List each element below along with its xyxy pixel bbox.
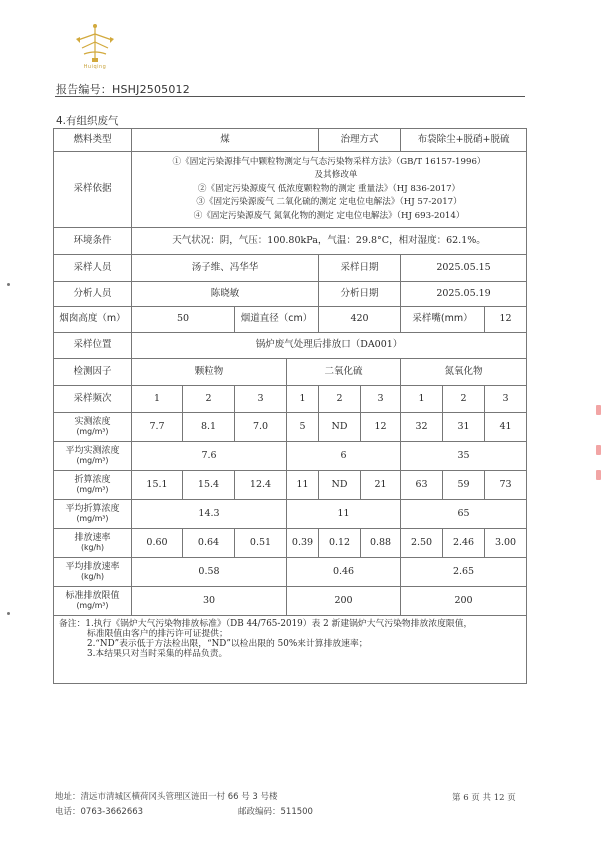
treatment-value: 布袋除尘+脱硝+脱硫 [401, 129, 527, 152]
avg-measured-cell: 7.6 [132, 442, 287, 471]
measured-cell: 41 [485, 413, 527, 442]
limit-label [54, 587, 132, 616]
fuel-type-value: 煤 [132, 129, 319, 152]
frequency-cell: 1 [401, 386, 443, 413]
stack-height-label: 烟囱高度（m） [54, 307, 132, 333]
rate-cell: 2.46 [443, 529, 485, 558]
report-number [56, 81, 190, 97]
basis-item: ④《固定污染源废气 氮氧化物的测定 定电位电解法》（HJ 693-2014） [193, 210, 465, 221]
basis-item: ①《固定污染源排气中颗粒物测定与气态污染物采样方法》（GB/T 16157-1996） [172, 156, 486, 167]
fuel-type-label: 燃料类型 [54, 129, 132, 152]
report-number-label: 报告编号： [56, 83, 112, 96]
section-title: 4.有组织废气 [56, 115, 119, 127]
measured-cell: 31 [443, 413, 485, 442]
avg-rate-label [54, 558, 132, 587]
avg-measured-label-text: 平均实测浓度 [65, 445, 120, 456]
basis-label: 采样依据 [54, 152, 132, 228]
sample-date-label: 采样日期 [319, 255, 401, 282]
converted-cell: 21 [361, 471, 401, 500]
header-rule [55, 96, 525, 97]
converted-cell: 73 [485, 471, 527, 500]
environment-label: 环境条件 [54, 228, 132, 255]
basis-item: ③《固定污染源废气 二氧化硫的测定 定电位电解法》（HJ 57-2017） [196, 197, 462, 208]
note-line: 备注：1.执行《锅炉大气污染物排放标准》（DB 44/765-2019）表 2 新建锅炉大气污染物排放浓度限值， [59, 619, 473, 629]
flue-diameter-value: 420 [319, 307, 401, 333]
frequency-cell: 2 [319, 386, 361, 413]
rate-cell: 0.39 [287, 529, 319, 558]
basis-list [132, 152, 527, 228]
environment-value: 天气状况：阴，气压：100.80kPa，气温：29.8°C，相对湿度：62.1%。 [132, 228, 527, 255]
avg-converted-label [54, 500, 132, 529]
flue-diameter-label: 烟道直径（cm） [235, 307, 319, 333]
logo-caption: Huiqing [83, 64, 107, 70]
avg-measured-cell: 35 [401, 442, 527, 471]
converted-label-text: 折算浓度 [74, 474, 111, 485]
measured-label-text: 实测浓度 [74, 416, 111, 427]
converted-cell: 15.1 [132, 471, 183, 500]
frequency-cell: 3 [485, 386, 527, 413]
converted-cell: 63 [401, 471, 443, 500]
nozzle-label: 采样嘴(mm） [401, 307, 485, 333]
sampler-value: 汤子维、冯华华 [132, 255, 319, 282]
notes [54, 616, 527, 684]
nozzle-value: 12 [485, 307, 527, 333]
report-number-value: HSHJ2505012 [112, 83, 190, 96]
frequency-cell: 1 [287, 386, 319, 413]
waste-gas-table [53, 128, 527, 684]
frequency-cell: 2 [443, 386, 485, 413]
avg-converted-label-text: 平均折算浓度 [65, 503, 120, 514]
measured-cell: 8.1 [183, 413, 235, 442]
avg-rate-cell: 0.58 [132, 558, 287, 587]
converted-cell: 11 [287, 471, 319, 500]
basis-item: 及其修改单 [314, 170, 358, 181]
measured-unit: (mg/m³) [76, 427, 109, 436]
avg-measured-cell: 6 [287, 442, 401, 471]
converted-unit: (mg/m³) [76, 485, 109, 494]
rate-cell: 0.64 [183, 529, 235, 558]
frequency-cell: 3 [361, 386, 401, 413]
limit-cell: 30 [132, 587, 287, 616]
measured-cell: 32 [401, 413, 443, 442]
company-logo [70, 20, 120, 70]
analysis-date-value: 2025.05.19 [401, 282, 527, 307]
location-value: 锅炉废气处理后排放口（DA001） [132, 333, 527, 359]
frequency-cell: 2 [183, 386, 235, 413]
location-label: 采样位置 [54, 333, 132, 359]
rate-cell: 0.88 [361, 529, 401, 558]
avg-rate-label-text: 平均排放速率 [65, 561, 120, 572]
rate-cell: 2.50 [401, 529, 443, 558]
avg-converted-cell: 65 [401, 500, 527, 529]
avg-rate-unit: (kg/h) [80, 572, 105, 581]
factor-label: 检测因子 [54, 359, 132, 386]
analyst-value: 陈晓敏 [132, 282, 319, 307]
basis-item: ②《固定污染源废气 低浓度颗粒物的测定 重量法》（HJ 836-2017） [197, 183, 461, 194]
measured-cell: 7.7 [132, 413, 183, 442]
limit-cell: 200 [287, 587, 401, 616]
stack-height-value: 50 [132, 307, 235, 333]
converted-cell: 15.4 [183, 471, 235, 500]
measured-cell: ND [319, 413, 361, 442]
rate-cell: 0.60 [132, 529, 183, 558]
sample-date-value: 2025.05.15 [401, 255, 527, 282]
converted-cell: ND [319, 471, 361, 500]
footer-phone: 电话：0763-3662663 [55, 807, 144, 817]
frequency-label: 采样频次 [54, 386, 132, 413]
page-number: 第 6 页 共 12 页 [452, 793, 516, 803]
converted-label [54, 471, 132, 500]
footer-postcode: 邮政编码：511500 [238, 807, 313, 817]
binding-hole-mark [7, 612, 10, 615]
rate-cell: 0.12 [319, 529, 361, 558]
measured-cell: 7.0 [235, 413, 287, 442]
measured-label [54, 413, 132, 442]
seal-edge-mark [596, 470, 601, 480]
rate-unit: (kg/h) [80, 543, 105, 552]
seal-edge-mark [596, 405, 601, 415]
measured-cell: 12 [361, 413, 401, 442]
analysis-date-label: 分析日期 [319, 282, 401, 307]
sampler-label: 采样人员 [54, 255, 132, 282]
binding-hole-mark [7, 283, 10, 286]
rate-cell: 0.51 [235, 529, 287, 558]
factor-so2: 二氧化硫 [287, 359, 401, 386]
treatment-label: 治理方式 [319, 129, 401, 152]
rate-cell: 3.00 [485, 529, 527, 558]
limit-unit: (mg/m³) [76, 601, 109, 610]
measured-cell: 5 [287, 413, 319, 442]
frequency-cell: 3 [235, 386, 287, 413]
converted-cell: 12.4 [235, 471, 287, 500]
limit-label-text: 标准排放限值 [65, 590, 120, 601]
avg-rate-cell: 0.46 [287, 558, 401, 587]
rate-label-text: 排放速率 [74, 532, 111, 543]
note-line: 3.本结果只对当时采集的样品负责。 [87, 649, 228, 660]
avg-converted-cell: 11 [287, 500, 401, 529]
avg-rate-cell: 2.65 [401, 558, 527, 587]
note-line: 2.“ND”表示低于方法检出限，“ND”以检出限的 50%来计算排放速率； [87, 639, 368, 650]
analyst-label: 分析人员 [54, 282, 132, 307]
avg-converted-unit: (mg/m³) [76, 514, 109, 523]
factor-particulate: 颗粒物 [132, 359, 287, 386]
avg-measured-unit: (mg/m³) [76, 456, 109, 465]
rate-label [54, 529, 132, 558]
seal-edge-mark [596, 445, 601, 455]
limit-cell: 200 [401, 587, 527, 616]
note-line: 标准限值由客户的排污许可证提供； [87, 629, 228, 640]
avg-measured-label [54, 442, 132, 471]
footer-address: 地址：清远市清城区横荷冈头管理区涟田一村 66 号 3 号楼 [55, 792, 278, 802]
factor-nox: 氮氧化物 [401, 359, 527, 386]
frequency-cell: 1 [132, 386, 183, 413]
avg-converted-cell: 14.3 [132, 500, 287, 529]
converted-cell: 59 [443, 471, 485, 500]
